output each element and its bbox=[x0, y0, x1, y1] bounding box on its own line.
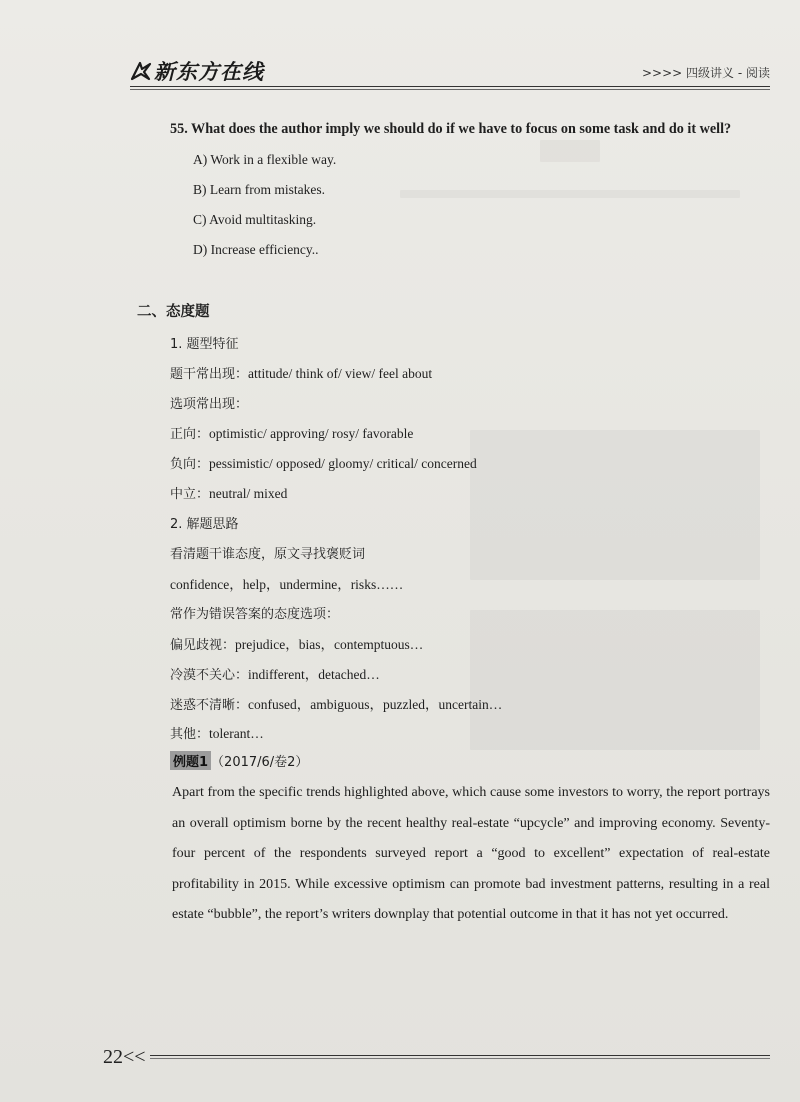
subtitle-approach bbox=[170, 513, 239, 532]
indifferent-label: 冷漠不关心： bbox=[170, 668, 249, 683]
subtitle-approach-text: 2. 解题思路 bbox=[170, 517, 239, 532]
indifferent-line bbox=[170, 663, 380, 683]
other-words: tolerant… bbox=[209, 726, 264, 741]
example-label-badge: 例题1 bbox=[170, 751, 211, 770]
wrong-options-label: 常作为错误答案的态度选项： bbox=[170, 607, 340, 622]
stem-words: attitude/ think of/ view/ feel about bbox=[248, 366, 433, 381]
confused-line bbox=[170, 693, 502, 713]
logo-mark-icon bbox=[130, 60, 152, 82]
options-label: 选项常出现： bbox=[170, 397, 249, 412]
negative-words: pessimistic/ opposed/ gloomy/ critical/ concerned bbox=[209, 456, 477, 471]
negative-label: 负向： bbox=[170, 457, 210, 472]
indifferent-words: indifferent，detached… bbox=[248, 667, 380, 682]
positive-words: optimistic/ approving/ rosy/ favorable bbox=[209, 426, 414, 441]
approach-line bbox=[170, 543, 365, 562]
confused-words: confused，ambiguous，puzzled，uncertain… bbox=[248, 697, 503, 712]
stem-line bbox=[170, 363, 432, 382]
neutral-words: neutral/ mixed bbox=[209, 486, 288, 501]
options-line bbox=[170, 393, 248, 412]
header-divider-thin bbox=[130, 89, 770, 90]
footer-divider bbox=[150, 1055, 770, 1056]
footer-divider-thin bbox=[150, 1058, 770, 1059]
bias-line bbox=[170, 633, 423, 653]
neutral-label: 中立： bbox=[170, 487, 210, 502]
question-stem: 55. What does the author imply we should do if we have to focus on some task and do it well? bbox=[170, 121, 732, 137]
page-number: 22<< bbox=[103, 1046, 146, 1068]
bleed-through bbox=[400, 190, 740, 198]
header-divider bbox=[130, 86, 770, 87]
subtitle-features bbox=[170, 333, 239, 352]
negative-line bbox=[170, 453, 477, 472]
approach-words: confidence，help，undermine，risks…… bbox=[170, 577, 404, 592]
approach-words-line bbox=[170, 573, 403, 593]
subtitle-features-text: 1. 题型特征 bbox=[170, 337, 239, 352]
brand-logo bbox=[130, 56, 264, 86]
positive-label: 正向： bbox=[170, 427, 210, 442]
confused-label: 迷惑不清晰： bbox=[170, 698, 249, 713]
option-d: D) Increase efficiency.. bbox=[193, 242, 319, 257]
bias-label: 偏见歧视： bbox=[170, 638, 236, 653]
example-source: （2017/6/卷2） bbox=[211, 755, 309, 770]
neutral-line bbox=[170, 483, 287, 502]
option-c: C) Avoid multitasking. bbox=[193, 212, 317, 227]
example-paragraph: Apart from the specific trends highlighted above, which cause some investors to worry, the report portrays an overall optimism borne by the recent healthy real-estate “upcycle” and improving economy. Seventy-four percent of the respondents surveyed report a “good to excellent” expectation of real-estate profitability in 2015. While excessive optimism can promote bad investment patterns, resulting in a real estate “bubble”, the report’s writers downplay that potential outcome in that it has not yet occurred. bbox=[172, 785, 770, 922]
option-b: B) Learn from mistakes. bbox=[193, 182, 325, 197]
wrong-options-line bbox=[170, 603, 339, 622]
bias-words: prejudice，bias，contemptuous… bbox=[235, 637, 424, 652]
bleed-through bbox=[470, 430, 760, 580]
example-heading bbox=[170, 751, 308, 770]
other-label: 其他： bbox=[170, 727, 210, 742]
option-a: A) Work in a flexible way. bbox=[193, 152, 337, 167]
bleed-through bbox=[540, 140, 600, 162]
logo-text: 新东方在线 bbox=[154, 60, 264, 84]
section-tag: >>>> 四级讲义 - 阅读 bbox=[642, 66, 770, 80]
positive-line bbox=[170, 423, 413, 442]
stem-label: 题干常出现： bbox=[170, 367, 249, 382]
approach-text: 看清题干谁态度，原文寻找褒贬词 bbox=[170, 547, 366, 562]
section-title: 二、态度题 bbox=[137, 304, 210, 320]
other-line bbox=[170, 723, 264, 742]
bleed-through bbox=[470, 610, 760, 750]
